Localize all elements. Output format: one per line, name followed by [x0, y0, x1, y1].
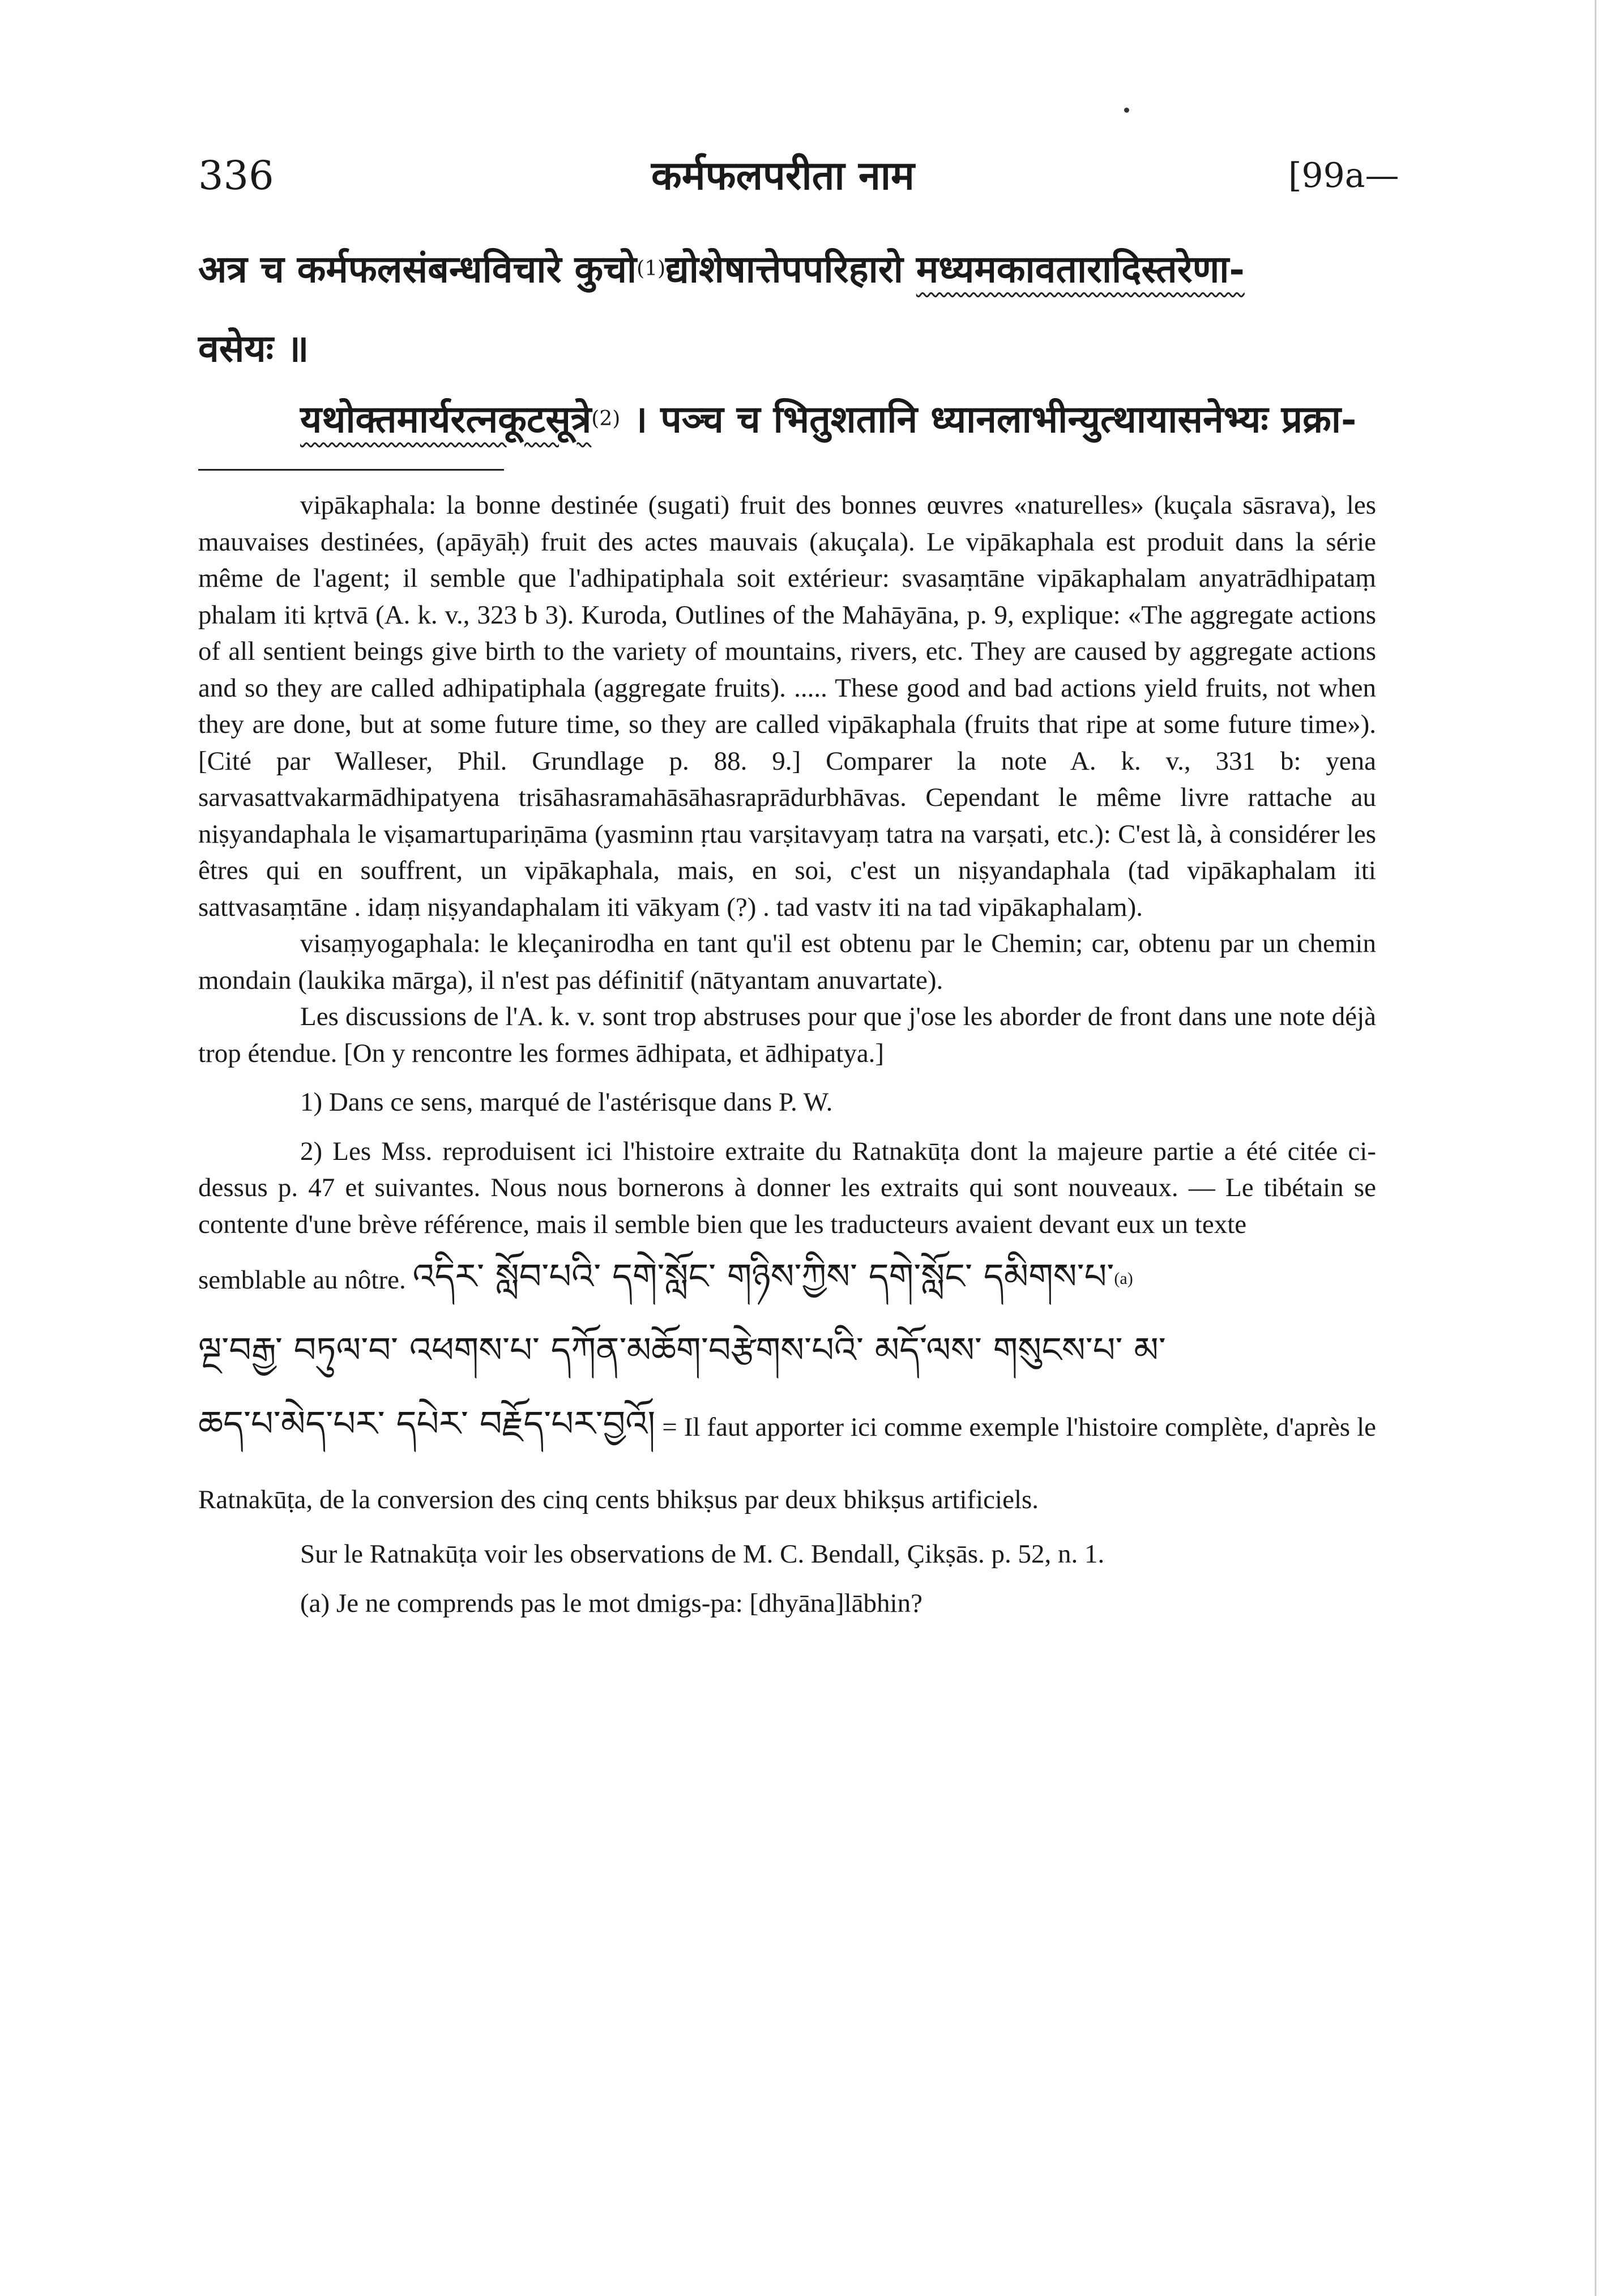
- footnote-1: 1) Dans ce sens, marqué de l'astérisque dans P. W.: [300, 1087, 833, 1117]
- running-title: कर्मफलपरीता नाम: [651, 152, 915, 199]
- footnotes-block: [198, 487, 1376, 1621]
- note-discussions: Les discussions de l'A. k. v. sont trop abstruses pour que j'ose les aborder de front dans une note déjà trop étendue. [On y rencontre les formes ādhipata, et ādhipatya.]: [198, 1002, 1376, 1068]
- tibetan-line-1: [198, 1243, 1376, 1316]
- footnote-2: 2) Les Mss. reproduisent ici l'histoire extraite du Ratnakūṭa dont la majeure partie a été citée ci-dessus p. 47 et suivantes. Nous nous bornerons à donner les extraits qui sont nouveaux. — Le tibétain se contente d'une brève référence, mais il semble bien que les traducteurs avaient devant eux un texte: [198, 1136, 1376, 1239]
- sanskrit-line-3: [300, 388, 1529, 450]
- tibetan-text: ཆད་པ་མེད་པར་ དཔེར་ བརྗོད་པར་བྱའོ།: [198, 1403, 656, 1444]
- tibetan-text: འདིར་ སློབ་པའི་ དགེ་སློང་ གཉིས་ཀྱིས་ དགེ་སློང་ དམིགས་པ་: [412, 1256, 1114, 1297]
- footnote-marker-1: (1): [637, 257, 666, 280]
- section-reference: [99a—: [1288, 156, 1399, 195]
- page-edge-rule: [1595, 0, 1596, 2296]
- footnote-marker-a: (a): [1114, 1269, 1133, 1288]
- tibetan-line-2: [198, 1316, 1376, 1390]
- note-visamyogaphala: visaṃyogaphala: le kleçanirodha en tant qu'il est obtenu par le Chemin; car, obtenu par un chemin mondain (laukika mārga), il n'est pas définitif (nātyantam anuvartate).: [198, 929, 1376, 995]
- tibetan-text: ལྔ་བརྒྱ་ བཏུལ་བ་ འཕགས་པ་ དཀོན་མཆོག་བརྩེགས་པའི་ མདོ་ལས་ གསུངས་པ་ མ་: [198, 1329, 1166, 1371]
- wavy-underlined-title: यथोक्तमार्यरत्नकूटसूत्रे: [300, 397, 592, 441]
- footnote-marker-2: (2): [591, 407, 621, 430]
- sanskrit-line-1: [198, 238, 1427, 300]
- sanskrit-line-2: वसेयः ॥: [198, 326, 309, 370]
- tibetan-line-3: [198, 1390, 1376, 1536]
- footnote-a: (a) Je ne comprends pas le mot dmigs-pa: [dhyāna]lābhin?: [300, 1588, 922, 1618]
- wavy-underlined-title: मध्यमकावतारादिस्तरेणा-: [916, 247, 1245, 291]
- sanskrit-text: द्योशेषात्तेपपरिहारो: [665, 247, 916, 291]
- note-vipakaphala: vipākaphala: la bonne destinée (sugati) fruit des bonnes œuvres «naturelles» (kuçala sāsrava), les mauvaises destinées, (apāyāḥ) fruit des actes mauvais (akuçala). Le vipākaphala est produit dans la série même de l'agent; il semble que l'adhipatiphala soit extérieur: svasaṃtāne vipākaphalam anyatrādhipataṃ phalam iti kṛtvā (A. k. v., 323 b 3). Kuroda, Outlines of the Mahāyāna, p. 9, explique: «The aggregate actions of all sentient beings give birth to the variety of mountains, rivers, etc. They are caused by aggregate actions and so they are called adhipatiphala (aggregate fruits). ..... These good and bad actions yield fruits, not when they are done, but at some future time, so they are called vipākaphala (fruits that ripe at some future time»). [Cité par Walleser, Phil. Grundlage p. 88. 9.] Comparer la note A. k. v., 331 b: yena sarvasattvakarmādhipatyena trisāhasramahāsāhasraprādurbhāvas. Cependant le même livre rattache au niṣyandaphala le viṣamartupariṇāma (yasminn ṛtau varṣitavyaṃ tatra na varṣati, etc.): C'est là, à considérer les êtres qui en souffrent, un vipākaphala, mais, en soi, c'est un niṣyandaphala (tad vipākaphalam iti sattvasaṃtāne . idaṃ niṣyandaphalam iti vākyam (?) . tad vastv iti na tad vipākaphalam).: [198, 490, 1376, 922]
- footnote-2-lead: semblable au nôtre.: [198, 1265, 406, 1295]
- sanskrit-text: । पञ्च च भितुशतानि ध्यानलाभीन्युत्थायासनेभ्यः प्रक्रा-: [620, 397, 1357, 441]
- footnote-2-sur: Sur le Ratnakūṭa voir les observations de M. C. Bendall, Çikṣās. p. 52, n. 1.: [300, 1539, 1105, 1569]
- print-speck: [1124, 108, 1129, 113]
- page-number: 336: [198, 152, 274, 199]
- sanskrit-text: अत्र च कर्मफलसंबन्धविचारे कुचो: [198, 247, 637, 291]
- footnote-separator: [198, 469, 504, 471]
- footnote-2-translation: = Il faut apporter ici comme exemple l'histoire complète, d'après le Ratnakūṭa, de la conversion des cinq cents bhikṣus par deux bhikṣus artificiels.: [198, 1412, 1376, 1514]
